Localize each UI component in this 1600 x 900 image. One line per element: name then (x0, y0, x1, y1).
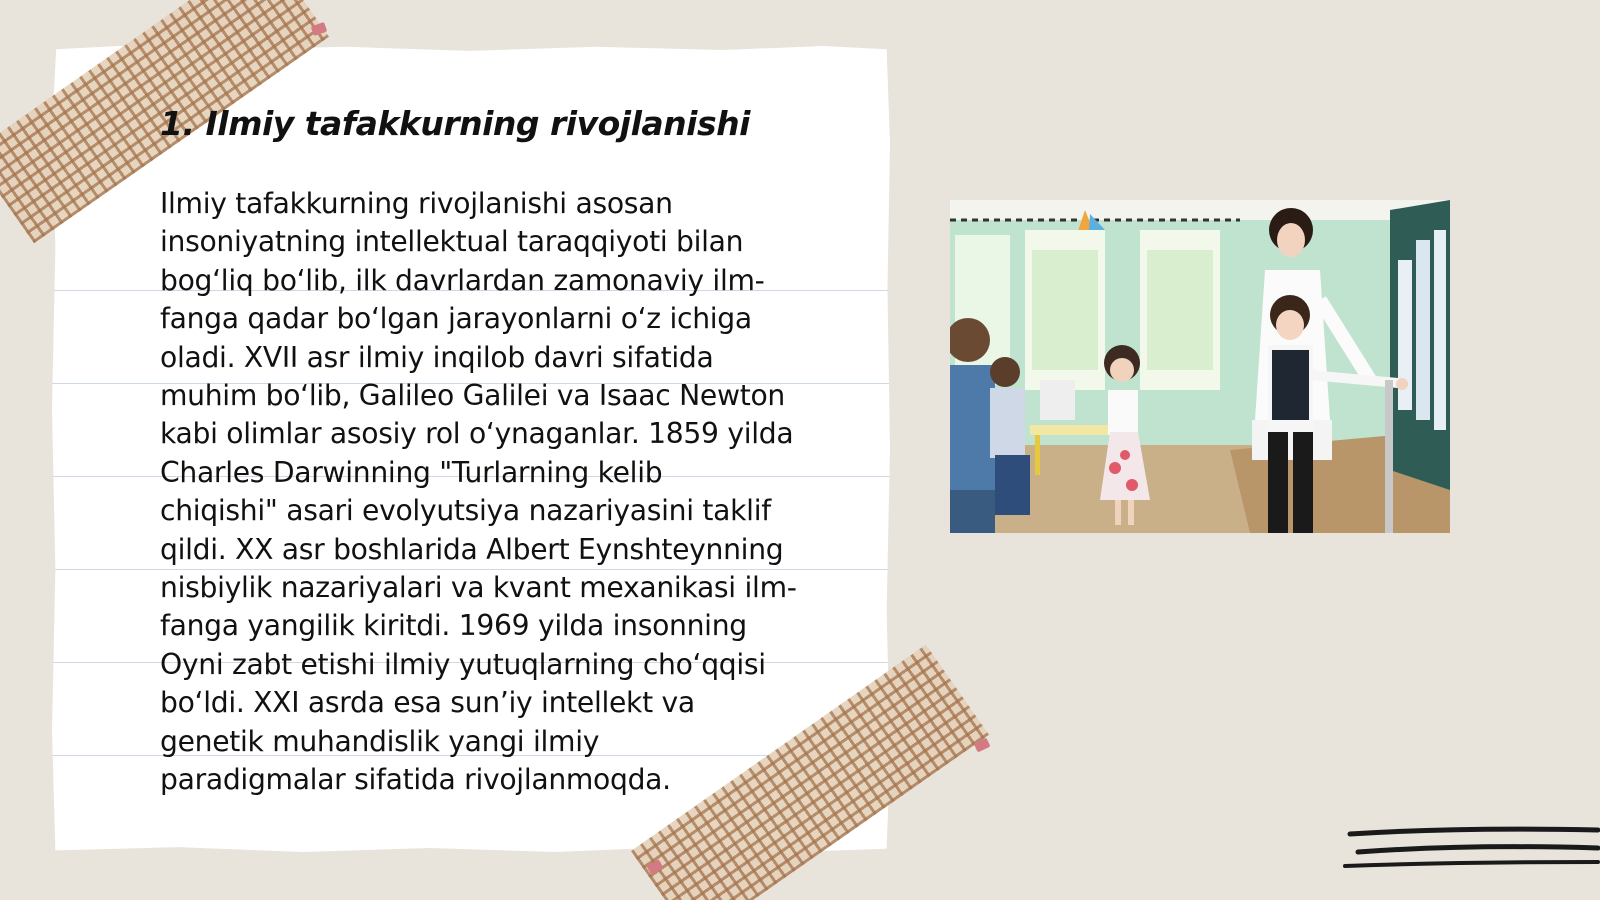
body-line: chiqishi" asari evolyutsiya nazariyasini taklif (160, 494, 771, 528)
body-line: bo‘ldi. XXI asrda esa sun’iy intellekt va (160, 686, 695, 720)
body-line: fanga qadar bo‘lgan jarayonlarni o‘z ichiga (160, 302, 752, 336)
body-line: bog‘liq bo‘lib, ilk davrlardan zamonaviy ilm- (160, 263, 765, 297)
body-line: fanga yangilik kiritdi. 1969 yilda insonning (160, 609, 747, 643)
body-line: oladi. XVII asr ilmiy inqilob davri sifatida (160, 340, 714, 374)
body-line: insoniyatning intellektual taraqqiyoti bilan (160, 225, 744, 259)
body-line: Ilmiy tafakkurning rivojlanishi asosan (160, 187, 673, 220)
decorative-brush-strokes (1340, 822, 1600, 882)
body-line: nisbiylik nazariyalari va kvant mexanikasi ilm- (160, 571, 797, 605)
body-line: Oyni zabt etishi ilmiy yutuqlarning cho‘qqisi (160, 647, 766, 681)
body-line: muhim bo‘lib, Galileo Galilei va Isaac Newton (160, 379, 785, 413)
slide-title: 1. Ilmiy tafakkurning rivojlanishi (160, 104, 750, 143)
body-line: paradigmalar sifatida rivojlanmoqda. (160, 763, 671, 797)
body-line: qildi. XX asr boshlarida Albert Eynshteynning (160, 532, 784, 566)
body-line: kabi olimlar asosiy rol o‘ynaganlar. 1859 yilda (160, 417, 794, 451)
body-paragraph (160, 185, 840, 800)
body-line: Charles Darwinning "Turlarning kelib (160, 455, 663, 489)
body-line: genetik muhandislik yangi ilmiy (160, 724, 600, 758)
classroom-photo (950, 200, 1450, 533)
